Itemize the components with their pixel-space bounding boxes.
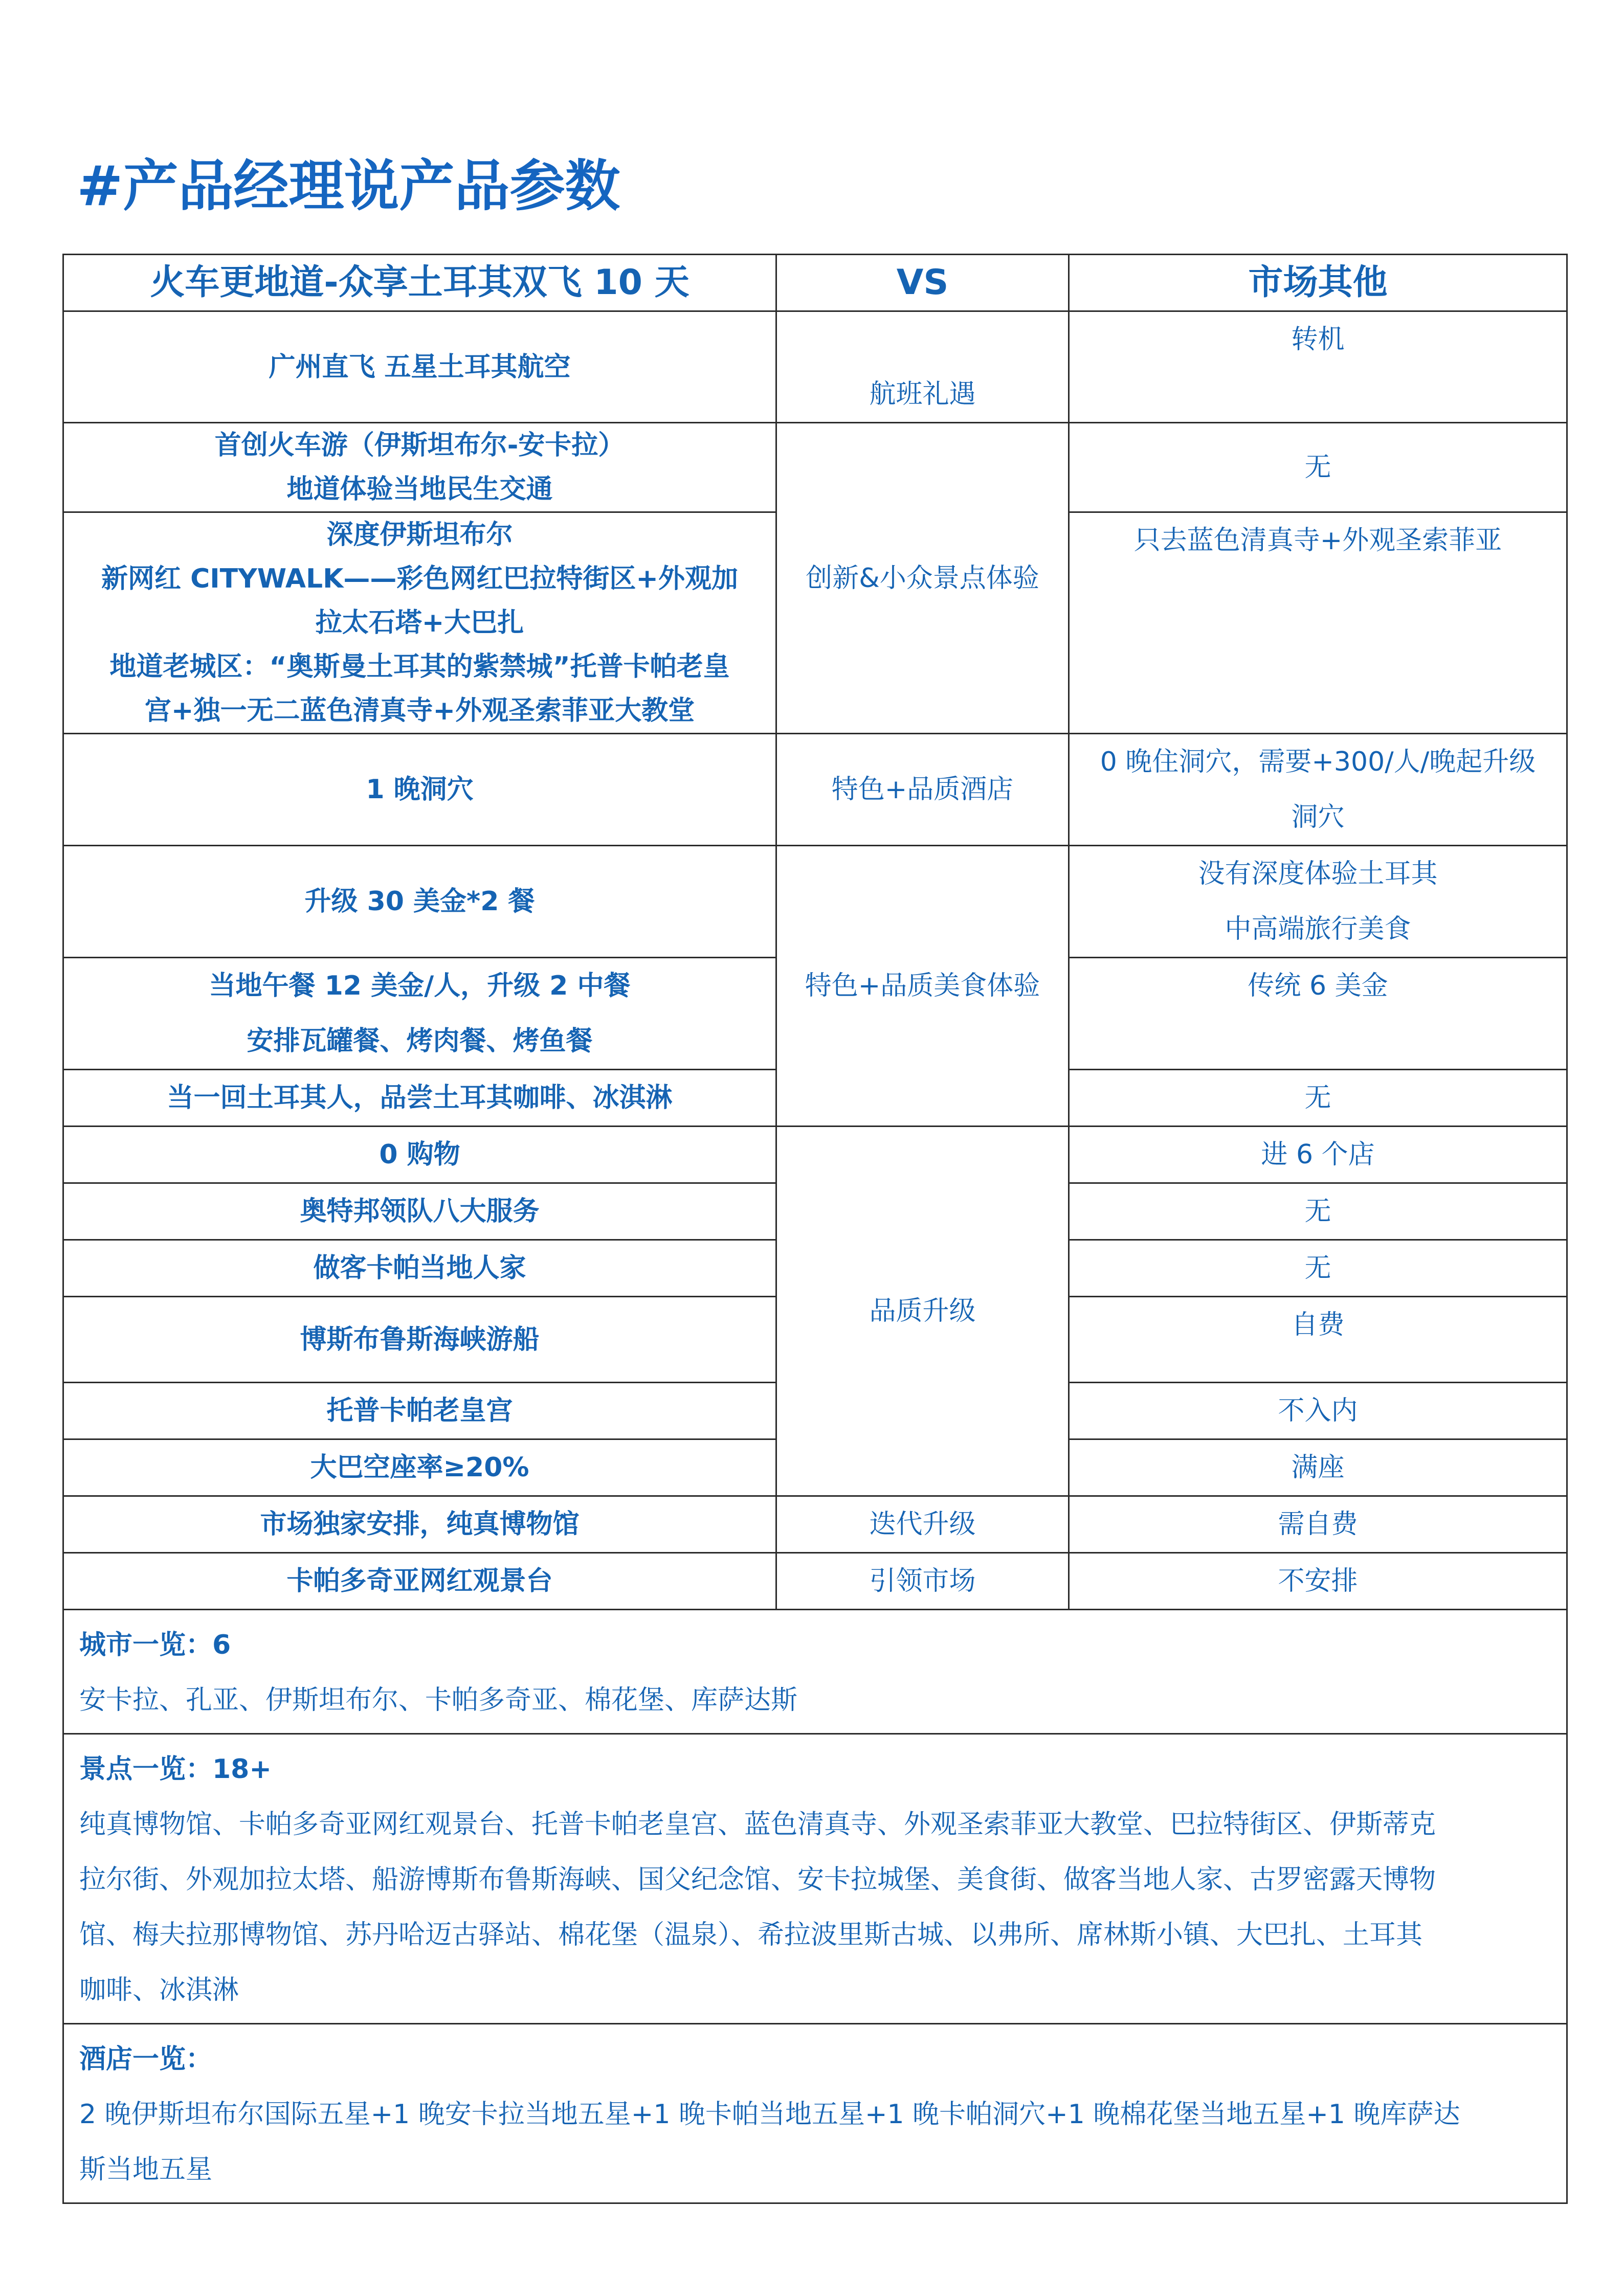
cities-section — [63, 1610, 1567, 1734]
cities-text: 安卡拉、孔亚、伊斯坦布尔、卡帕多奇亚、棉花堡、库萨达斯 — [79, 1685, 798, 1716]
row-hotel-category: 特色+品质酒店 — [776, 734, 1069, 846]
row-home-visit-market: 无 — [1069, 1240, 1567, 1297]
table-row — [63, 846, 1567, 958]
header-market: 市场其他 — [1069, 255, 1567, 311]
row-istanbul-line-4: 地道老城区：“奥斯曼土耳其的紫禁城”托普卡帕老皇 — [109, 651, 730, 682]
row-lunch-market: 传统 6 美金 — [1069, 958, 1567, 1070]
hotels-line-1: 2 晚伊斯坦布尔国际五星+1 晚安卡拉当地五星+1 晚卡帕当地五星+1 晚卡帕洞穴+1 晚棉花堡当地五星+1 晚库萨达 — [79, 2099, 1460, 2130]
row-cave-market — [1069, 734, 1567, 846]
row-istanbul-product — [63, 512, 776, 734]
row-lunch-line-2: 安排瓦罐餐、烤肉餐、烤鱼餐 — [247, 1026, 593, 1056]
row-lead-category: 引领市场 — [776, 1553, 1069, 1610]
table-row — [63, 1496, 1567, 1553]
row-train-product — [63, 423, 776, 512]
row-museum-product: 市场独家安排，纯真博物馆 — [63, 1496, 776, 1553]
row-meal-upgrade-market-line-1: 没有深度体验土耳其 — [1198, 859, 1438, 889]
page-title: #产品经理说产品参数 — [77, 154, 620, 218]
table-row — [63, 1553, 1567, 1610]
row-iteration-category: 迭代升级 — [776, 1496, 1069, 1553]
row-coffee-market: 无 — [1069, 1070, 1567, 1127]
row-cruise-product: 博斯布鲁斯海峡游船 — [63, 1297, 776, 1383]
row-lunch-line-1: 当地午餐 12 美金/人，升级 2 中餐 — [209, 971, 631, 1001]
row-cave-product: 1 晚洞穴 — [63, 734, 776, 846]
row-guide-product: 奥特邦领队八大服务 — [63, 1183, 776, 1240]
row-istanbul-line-3: 拉太石塔+大巴扎 — [315, 607, 524, 638]
row-istanbul-line-2: 新网红 CITYWALK——彩色网红巴拉特街区+外观加 — [101, 564, 738, 594]
row-museum-market: 需自费 — [1069, 1496, 1567, 1553]
row-food-category: 特色+品质美食体验 — [776, 846, 1069, 1127]
row-istanbul-market: 只去蓝色清真寺+外观圣索菲亚 — [1069, 512, 1567, 734]
table-header-row — [63, 255, 1567, 311]
sights-row — [63, 1734, 1567, 2024]
row-viewpoint-market: 不安排 — [1069, 1553, 1567, 1610]
hotels-section — [63, 2024, 1567, 2203]
row-flight-category: 航班礼遇 — [776, 311, 1069, 423]
row-guide-market: 无 — [1069, 1183, 1567, 1240]
header-product: 火车更地道-众享土耳其双飞 10 天 — [63, 255, 776, 311]
row-meal-upgrade-market-line-2: 中高端旅行美食 — [1225, 914, 1411, 944]
row-coffee-product: 当一回土耳其人，品尝土耳其咖啡、冰淇淋 — [63, 1070, 776, 1127]
table-row — [63, 1127, 1567, 1183]
row-shopping-product: 0 购物 — [63, 1127, 776, 1183]
sights-line-4: 咖啡、冰淇淋 — [79, 1975, 239, 2006]
row-train-line-2: 地道体验当地民生交通 — [286, 474, 553, 505]
row-palace-product: 托普卡帕老皇宫 — [63, 1383, 776, 1439]
row-innovation-category: 创新&小众景点体验 — [776, 423, 1069, 734]
row-quality-category: 品质升级 — [776, 1127, 1069, 1496]
row-cave-market-line-2: 洞穴 — [1291, 802, 1345, 832]
table-row — [63, 734, 1567, 846]
row-train-market: 无 — [1069, 423, 1567, 512]
cities-row — [63, 1610, 1567, 1734]
header-vs: VS — [776, 255, 1069, 311]
hotels-row — [63, 2024, 1567, 2203]
row-home-visit-product: 做客卡帕当地人家 — [63, 1240, 776, 1297]
row-flight-product: 广州直飞 五星土耳其航空 — [63, 311, 776, 423]
row-shopping-market: 进 6 个店 — [1069, 1127, 1567, 1183]
sights-line-2: 拉尔街、外观加拉太塔、船游博斯布鲁斯海峡、国父纪念馆、安卡拉城堡、美食街、做客当地人家、古罗密露天博物 — [79, 1864, 1436, 1895]
row-flight-market: 转机 — [1069, 311, 1567, 423]
comparison-table — [62, 254, 1568, 2204]
cities-label: 城市一览：6 — [79, 1630, 231, 1660]
row-cruise-market: 自费 — [1069, 1297, 1567, 1383]
row-bus-product: 大巴空座率≥20% — [63, 1439, 776, 1496]
row-lunch-product — [63, 958, 776, 1070]
row-meal-upgrade-product: 升级 30 美金*2 餐 — [63, 846, 776, 958]
sights-line-3: 馆、梅夫拉那博物馆、苏丹哈迈古驿站、棉花堡（温泉）、希拉波里斯古城、以弗所、席林斯小镇、大巴扎、土耳其 — [79, 1920, 1423, 1950]
sights-line-1: 纯真博物馆、卡帕多奇亚网红观景台、托普卡帕老皇宫、蓝色清真寺、外观圣索菲亚大教堂、巴拉特街区、伊斯蒂克 — [79, 1809, 1436, 1840]
row-istanbul-line-5: 宫+独一无二蓝色清真寺+外观圣索菲亚大教堂 — [144, 695, 695, 726]
row-train-line-1: 首创火车游（伊斯坦布尔-安卡拉） — [214, 430, 625, 461]
sights-section — [63, 1734, 1567, 2024]
row-istanbul-line-1: 深度伊斯坦布尔 — [326, 520, 513, 550]
row-bus-market: 满座 — [1069, 1439, 1567, 1496]
table-row — [63, 423, 1567, 512]
hotels-label: 酒店一览： — [79, 2044, 213, 2075]
table-row — [63, 311, 1567, 423]
sights-label: 景点一览：18+ — [79, 1754, 272, 1785]
row-cave-market-line-1: 0 晚住洞穴，需要+300/人/晚起升级 — [1100, 747, 1536, 777]
hotels-line-2: 斯当地五星 — [79, 2154, 213, 2185]
row-palace-market: 不入内 — [1069, 1383, 1567, 1439]
row-meal-upgrade-market — [1069, 846, 1567, 958]
row-viewpoint-product: 卡帕多奇亚网红观景台 — [63, 1553, 776, 1610]
